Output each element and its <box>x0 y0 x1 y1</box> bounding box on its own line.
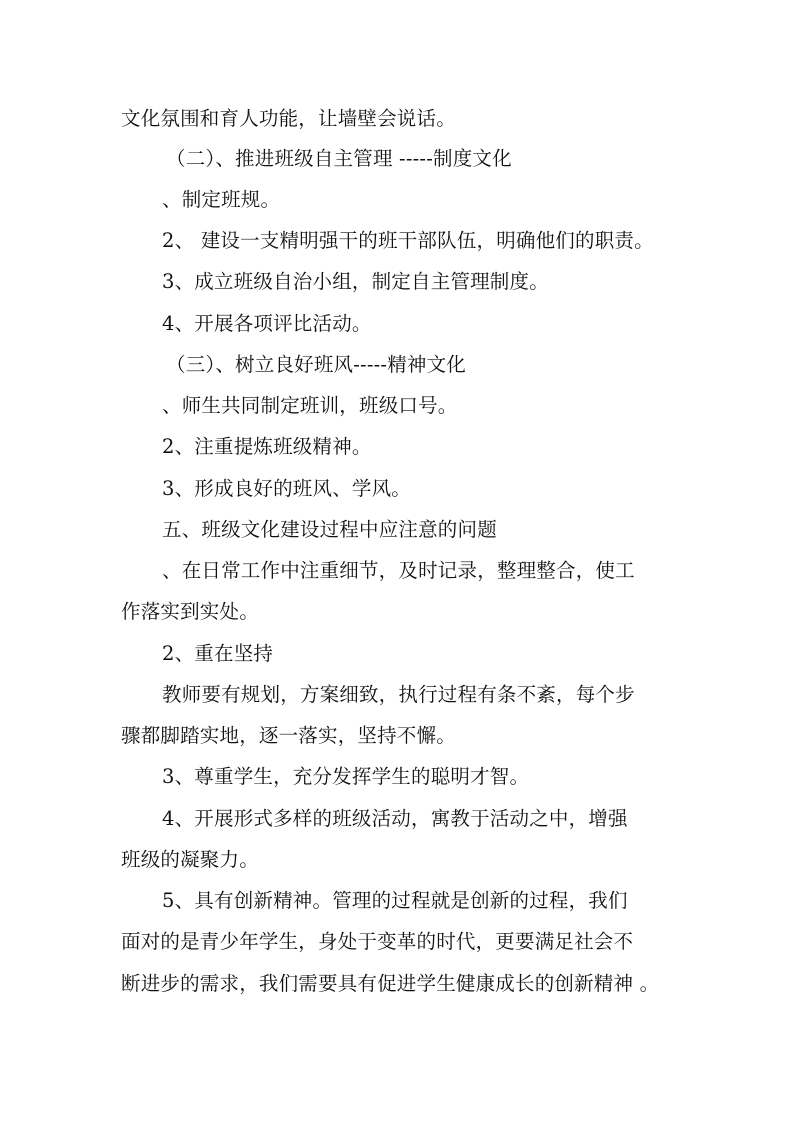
section-heading: （二）、推进班级自主管理 -----制度文化 <box>166 147 512 170</box>
text-line: 断进步的需求，我们需要具有促进学生健康成长的创新精神 。 <box>121 972 660 995</box>
text-line: 3、尊重学生，充分发挥学生的聪明才智。 <box>162 765 530 788</box>
text-line: 5、具有创新精神。管理的过程就是创新的过程，我们 <box>162 889 628 912</box>
text-line: 文化氛围和育人功能，让墙壁会说话。 <box>121 107 456 130</box>
text-line: 2、 建设一支精明强干的班干部队伍，明确他们的职责。 <box>162 229 654 252</box>
text-line: 3、形成良好的班风、学风。 <box>162 477 412 500</box>
section-heading: 五、班级文化建设过程中应注意的问题 <box>162 518 497 541</box>
text-line: 3、成立班级自治小组，制定自主管理制度。 <box>162 270 549 293</box>
text-line: 、制定班规。 <box>162 188 281 211</box>
text-line: 骤都脚踏实地，逐一落实，坚持不懈。 <box>121 724 456 747</box>
text-line: 面对的是青少年学生，身处于变革的时代，更要满足社会不 <box>121 930 634 953</box>
text-line: 教师要有规划，方案细致，执行过程有条不紊，每个步 <box>162 683 635 706</box>
text-line: 2、重在坚持 <box>162 642 274 665</box>
text-line: 、师生共同制定班训，班级口号。 <box>162 394 458 417</box>
text-line: 班级的凝聚力。 <box>121 848 259 871</box>
text-line: 4、开展形式多样的班级活动，寓教于活动之中，增强 <box>162 807 628 830</box>
text-line: 4、开展各项评比活动。 <box>162 312 372 335</box>
text-line: 、在日常工作中注重细节，及时记录，整理整合，使工 <box>162 559 635 582</box>
section-heading: （三）、树立良好班风-----精神文化 <box>166 353 466 376</box>
text-line: 2、注重提炼班级精神。 <box>162 435 372 458</box>
text-line: 作落实到实处。 <box>121 600 259 623</box>
